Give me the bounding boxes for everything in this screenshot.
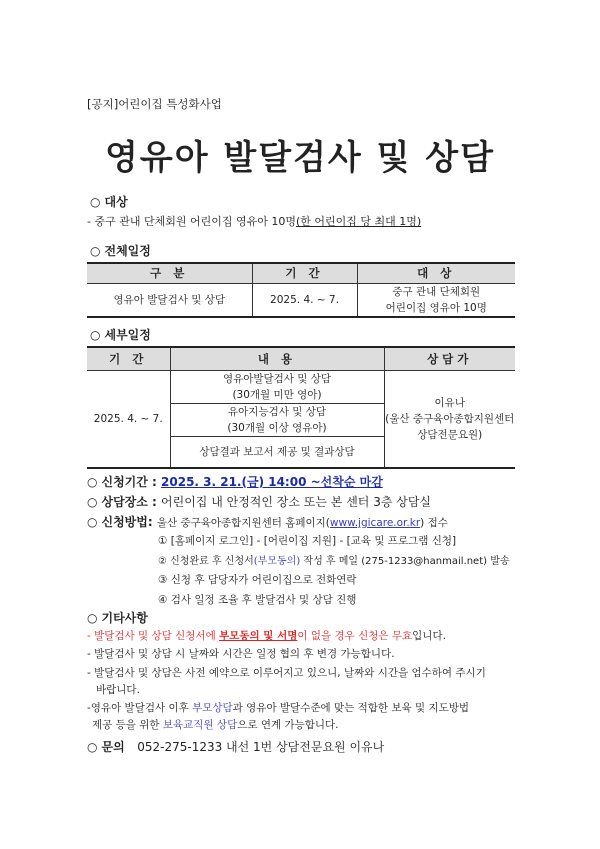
homepage-link[interactable]: www.jgicare.or.kr xyxy=(329,517,421,529)
detail-schedule-table: 기 간 내 용 상담가 2025. 4. ~ 7. 영유아발달검사 및 상담 (30개월 미만 영아) 이유나 (울산 중구육아종합지원센터 상담전문요원) 유아지능검사 및 상담 (30개월 이상 영유아) 상담결과 보고서 제공 및 결과상담 xyxy=(87,346,515,469)
section-detail: ○ 세부일정 xyxy=(90,328,151,342)
step-2: ② 신청완료 후 신청서(부모동의) 작성 후 메일 (275-1233@hanmail.net) 발송 xyxy=(158,556,510,567)
apply-period: ○ 신청기간 : 2025. 3. 21.(금) 14:00 ~선착순 마감 xyxy=(87,475,383,489)
notice-label: [공지]어린이집 특성화사업 xyxy=(87,97,222,111)
etc-line-3b: 바랍니다. xyxy=(96,684,140,696)
section-target: ○ 대상 xyxy=(90,195,128,209)
etc-line-3: - 발달검사 및 상담은 사전 예약으로 이루어지고 있으니, 날짜와 시간을 엄수하여 주시기 xyxy=(87,667,486,679)
section-overall: ○ 전체일정 xyxy=(90,244,151,258)
overall-schedule-table: 구 분 기 간 대 상 영유아 발달검사 및 상담 2025. 4. ~ 7. 중구 관내 단체회원 어린이집 영유아 10명 xyxy=(87,262,515,318)
step-1: ① [홈페이지 로그인] - [어린이집 지원] - [교육 및 프로그램 신청] xyxy=(158,535,457,547)
target-line: - 중구 관내 단체회원 어린이집 영유아 10명(한 어린이집 당 최대 1명) xyxy=(87,215,422,228)
etc-line-1: - 발달검사 및 상담 신청서에 부모동의 및 서명이 없을 경우 신청은 무효입니다. xyxy=(87,630,446,642)
page-title: 영유아 발달검사 및 상담 xyxy=(105,138,495,178)
method: ○ 신청방법: 울산 중구육아종합지원센터 홈페이지(www.jgicare.or.kr) 접수 xyxy=(87,515,448,529)
place: ○ 상담장소 : 어린이집 내 안정적인 장소 또는 본 센터 3층 상담실 xyxy=(87,495,432,509)
step-4: ④ 검사 일정 조율 후 발달검사 및 상담 진행 xyxy=(158,594,357,606)
etc-line-4: -영유아 발달검사 이후 부모상담과 영유아 발달수준에 맞는 적합한 보육 및 지도방법 xyxy=(87,702,470,714)
section-etc: ○ 기타사항 xyxy=(87,611,148,625)
contact: ○ 문의 052-275-1233 내선 1번 상담전문요원 이유나 xyxy=(87,740,385,754)
etc-line-5: 제공 등을 위한 보육교직원 상담으로 연계 가능합니다. xyxy=(92,719,339,731)
step-3: ③ 신청 후 담당자가 어린이집으로 전화연락 xyxy=(158,574,357,586)
etc-line-2: - 발달검사 및 상담 시 날짜와 시간은 일정 협의 후 변경 가능합니다. xyxy=(87,648,395,660)
